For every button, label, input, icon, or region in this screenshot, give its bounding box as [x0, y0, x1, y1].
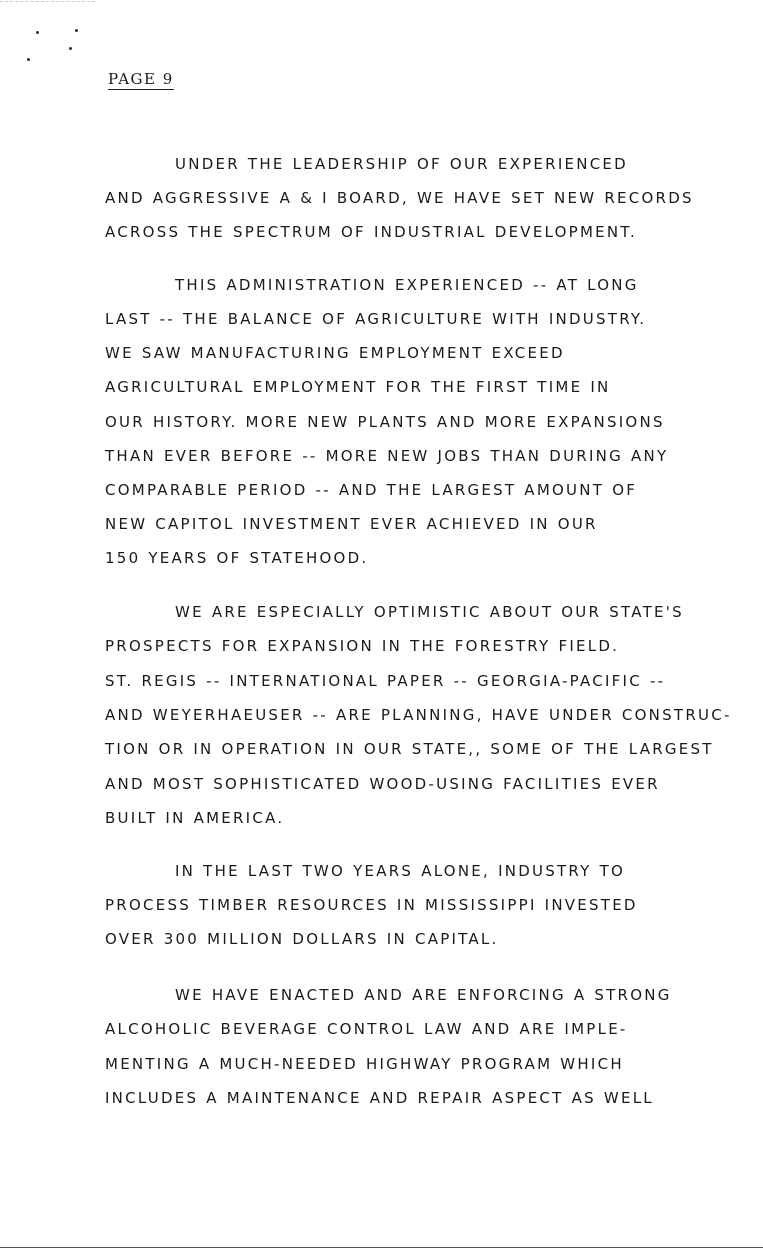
text-line: WE HAVE ENACTED AND ARE ENFORCING A STRONG: [175, 986, 672, 1004]
text-line: OVER 300 MILLION DOLLARS IN CAPITAL.: [105, 930, 499, 948]
scan-speck: [69, 47, 72, 50]
text-line: WE SAW MANUFACTURING EMPLOYMENT EXCEED: [105, 344, 565, 362]
scan-speck: [27, 58, 30, 61]
text-line: THAN EVER BEFORE -- MORE NEW JOBS THAN DURING ANY: [105, 447, 669, 465]
text-line: OUR HISTORY. MORE NEW PLANTS AND MORE EXPANSIONS: [105, 413, 665, 431]
text-line: ST. REGIS -- INTERNATIONAL PAPER -- GEORGIA-PACIFIC --: [105, 672, 666, 690]
text-line: COMPARABLE PERIOD -- AND THE LARGEST AMOUNT OF: [105, 481, 638, 499]
text-line: PROCESS TIMBER RESOURCES IN MISSISSIPPI INVESTED: [105, 896, 638, 914]
text-line: AND MOST SOPHISTICATED WOOD-USING FACILITIES EVER: [105, 775, 660, 793]
text-line: MENTING A MUCH-NEEDED HIGHWAY PROGRAM WHICH: [105, 1055, 624, 1073]
text-line: 150 YEARS OF STATEHOOD.: [105, 549, 369, 567]
scan-speck: [75, 29, 78, 32]
text-line: IN THE LAST TWO YEARS ALONE, INDUSTRY TO: [175, 862, 626, 880]
text-line: ACROSS THE SPECTRUM OF INDUSTRIAL DEVELOPMENT.: [105, 223, 638, 241]
text-line: UNDER THE LEADERSHIP OF OUR EXPERIENCED: [175, 155, 628, 173]
text-line: AND WEYERHAEUSER -- ARE PLANNING, HAVE UNDER CONSTRUC-: [105, 706, 732, 724]
page-number-heading: PAGE 9: [108, 70, 174, 88]
text-line: BUILT IN AMERICA.: [105, 809, 285, 827]
text-line: NEW CAPITOL INVESTMENT EVER ACHIEVED IN OUR: [105, 515, 598, 533]
text-line: AND AGGRESSIVE A & I BOARD, WE HAVE SET NEW RECORDS: [105, 189, 694, 207]
text-line: WE ARE ESPECIALLY OPTIMISTIC ABOUT OUR STATE'S: [175, 603, 684, 621]
text-line: THIS ADMINISTRATION EXPERIENCED -- AT LONG: [175, 276, 639, 294]
text-line: TION OR IN OPERATION IN OUR STATE,, SOME OF THE LARGEST: [105, 740, 714, 758]
top-edge-dashes: [0, 1, 95, 2]
text-line: ALCOHOLIC BEVERAGE CONTROL LAW AND ARE IMPLE-: [105, 1020, 628, 1038]
text-line: INCLUDES A MAINTENANCE AND REPAIR ASPECT AS WELL: [105, 1089, 654, 1107]
text-line: LAST -- THE BALANCE OF AGRICULTURE WITH INDUSTRY.: [105, 310, 647, 328]
bottom-edge-rule: [0, 1247, 763, 1248]
text-line: AGRICULTURAL EMPLOYMENT FOR THE FIRST TIME IN: [105, 378, 611, 396]
scan-speck: [36, 31, 39, 34]
text-line: PROSPECTS FOR EXPANSION IN THE FORESTRY FIELD.: [105, 637, 620, 655]
